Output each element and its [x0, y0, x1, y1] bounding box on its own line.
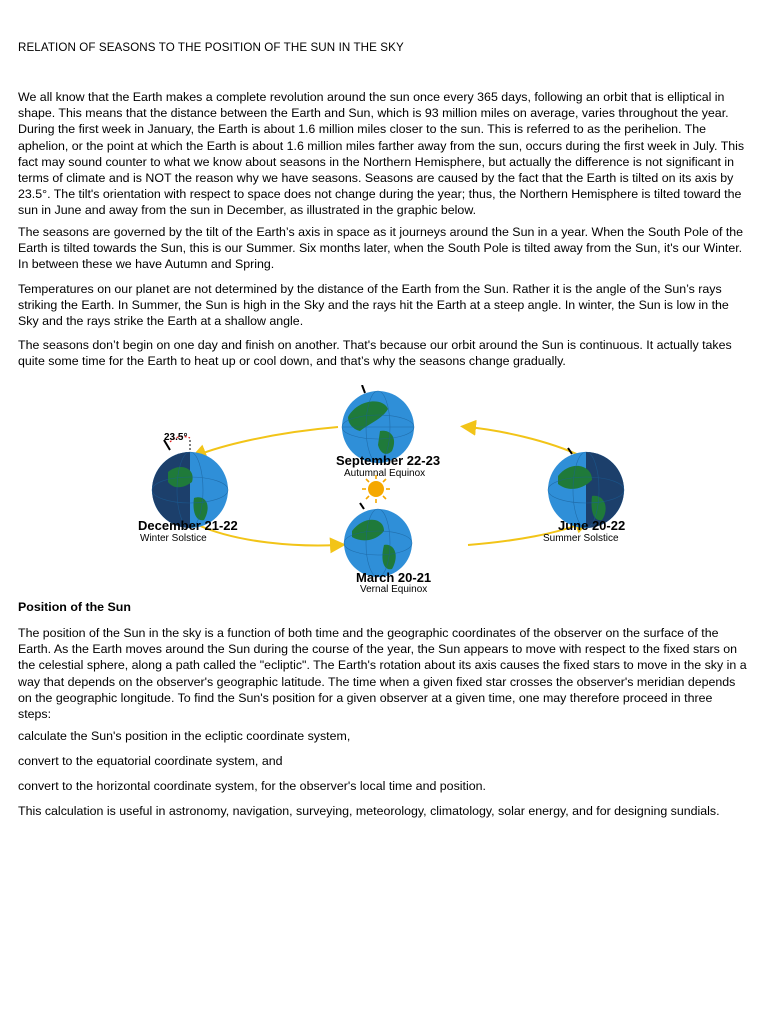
paragraph-uses: This calculation is useful in astronomy, navigation, surveying, meteorology, climatology, solar energy, and for designing sundials. — [18, 804, 720, 818]
label-march-name: Vernal Equinox — [360, 584, 428, 595]
tilt-label: 23.5° — [164, 432, 188, 443]
label-september-date: September 22-23 — [336, 453, 441, 468]
label-march-date: March 20-21 — [356, 570, 432, 585]
paragraph-tilt: The seasons are governed by the tilt of the Earth’s axis in space as it journeys around the Sun in a year. When the South Pole of the Earth is tilted towards the Sun, this is our Summer. Six months later, when the South Pole is tilted away from the Sun, it's our Winter. In between these we have Autumn and Spring. — [18, 225, 744, 272]
label-december-date: December 21-22 — [138, 518, 238, 533]
section-heading-position: Position of the Sun — [18, 600, 131, 614]
globe-june — [548, 448, 624, 528]
paragraph-orbit: We all know that the Earth makes a complete revolution around the sun once every 365 days, following an orbit that is elliptical in shape. This means that the distance between the Earth and Sun, which is 93 million miles on average, varies throughout the year. During the first week in January, the Earth is about 1.6 million miles closer to the sun. This is referred to as the perihelion. The aphelion, or the point at which the Earth is about 1.6 million miles farther away from the sun, occurs during the first week in July. This fact may sound counter to what we know about seasons in the Northern Hemisphere, but actually the difference is not significant in terms of climate and is NOT the reason why we have seasons. Seasons are caused by the fact that the Earth is tilted on its axis by 23.5°. The tilt's orientation with respect to space does not change during the year; thus, the Northern Hemisphere is tilted toward the sun in June and away from the sun in December, as illustrated in the graphic below. — [18, 90, 745, 218]
step-2: convert to the equatorial coordinate system, and — [18, 754, 283, 768]
step-3: convert to the horizontal coordinate system, for the observer's local time and position. — [18, 779, 486, 793]
globe-september — [342, 385, 414, 463]
globe-december — [152, 437, 228, 528]
page-title: RELATION OF SEASONS TO THE POSITION OF THE SUN IN THE SKY — [18, 41, 404, 54]
label-june-date: June 20-22 — [558, 518, 626, 533]
label-december-name: Winter Solstice — [140, 533, 207, 544]
sun-icon — [362, 475, 390, 503]
label-june-name: Summer Solstice — [543, 533, 619, 544]
seasons-diagram — [128, 385, 658, 595]
paragraph-gradual: The seasons don’t begin on one day and finish on another. That's because our orbit around the Sun is continuous. It actually takes quite some time for the Earth to heat up or cool down, and that’s why the seasons change gradually. — [18, 338, 732, 369]
paragraph-temperature: Temperatures on our planet are not determined by the distance of the Earth from the Sun. Rather it is the angle of the Sun’s rays striking the Earth. In Summer, the Sun is high in the Sky and the rays hit the Earth at a steep angle. In winter, the Sun is low in the Sky and the rays strike the Earth at a shallow angle. — [18, 282, 729, 329]
paragraph-position: The position of the Sun in the sky is a function of both time and the geographic coordinates of the observer on the surface of the Earth. As the Earth moves around the Sun during the course of the year, the Sun appears to move with respect to the fixed stars on the celestial sphere, along a path called the "ecliptic". The Earth's rotation about its axis causes the fixed stars to move in the sky in a way that depends on the observer's geographic latitude. The time when a given fixed star crosses the observer's meridian depends on the geographic longitude. To find the Sun's position for a given observer at a given time, one may therefore proceed in three steps: — [18, 626, 747, 722]
step-1: calculate the Sun's position in the ecliptic coordinate system, — [18, 729, 351, 743]
globe-march — [344, 503, 412, 577]
label-september-name: Autumnal Equinox — [344, 468, 426, 479]
